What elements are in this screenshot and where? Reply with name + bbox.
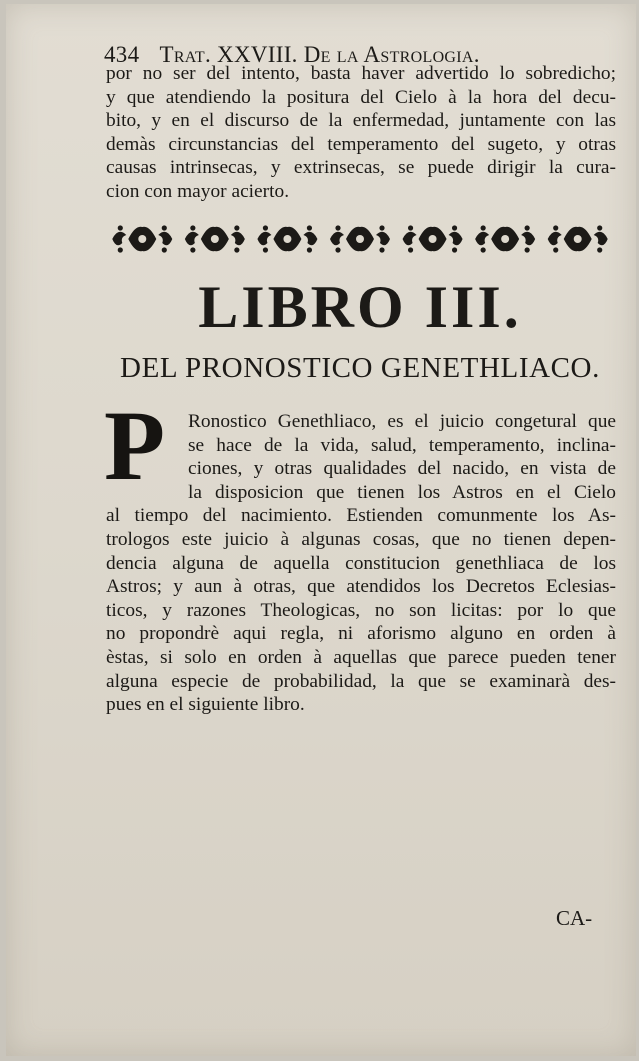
- ornament-unit: [403, 225, 463, 252]
- ornament-unit: [475, 225, 535, 252]
- text-line: no propondrè aqui regla, ni aforismo alguno en orden à: [106, 623, 616, 645]
- ornament-unit: [330, 225, 390, 252]
- text-line: pues en el siguiente libro.: [106, 694, 305, 716]
- drop-cap: P: [104, 390, 166, 501]
- ornament-unit: [548, 225, 608, 252]
- ornament-unit: [185, 225, 245, 252]
- text-line: se hace de la vida, salud, temperamento, inclina-: [188, 434, 616, 456]
- text-line: ticos, y razones Theologicas, no son licitas: por lo que: [106, 599, 616, 621]
- catchword: CA-: [556, 906, 593, 930]
- text-line: Ronostico Genethliaco, es el juicio congetural que: [188, 411, 616, 432]
- book-title: LIBRO III.: [198, 274, 522, 340]
- text-line: alguna especie de probabilidad, la que se examinarà des-: [106, 670, 616, 692]
- book-subtitle: DEL PRONOSTICO GENETHLIACO.: [120, 352, 600, 384]
- text-line: cion con mayor acierto.: [106, 180, 290, 202]
- page-number: 434: [104, 42, 140, 67]
- text-line: la disposicion que tienen los Astros en el Cielo: [188, 481, 616, 503]
- top-paragraph: [106, 62, 616, 204]
- text-line: al tiempo del nacimiento. Estienden comunmente los As-: [106, 505, 616, 527]
- text-line: ciones, y otras qualidades del nacido, en vista de: [188, 458, 616, 480]
- ornament-unit: [112, 225, 172, 252]
- text-line: èstas, si solo en orden à aquellas que parece pueden tener: [106, 646, 616, 668]
- text-line: bito, y en el discurso de la enfermedad, juntamente con las: [106, 110, 616, 132]
- text-line: y que atendiendo la positura del Cielo à la hora del decu-: [106, 86, 616, 108]
- text-line: dencia alguna de aquella constitucion genethliaca de los: [106, 552, 616, 574]
- main-paragraph: [106, 410, 616, 717]
- text-line: demàs circunstancias del temperamento del sugeto, y otras: [106, 133, 616, 155]
- text-line: causas intrinsecas, y extrinsecas, se puede dirigir la cura-: [106, 157, 616, 179]
- printer-ornament-row: [106, 222, 614, 256]
- text-line: trologos este juicio à algunas cosas, que no tienen depen-: [106, 528, 616, 550]
- ornament-unit: [257, 225, 317, 252]
- text-line: Astros; y aun à otras, que atendidos los Decretos Eclesias-: [106, 576, 616, 598]
- text-line: por no ser del intento, basta haver advertido lo sobredicho;: [106, 63, 616, 84]
- running-title: Trat. XXVIII. De la Astrologia.: [159, 42, 480, 67]
